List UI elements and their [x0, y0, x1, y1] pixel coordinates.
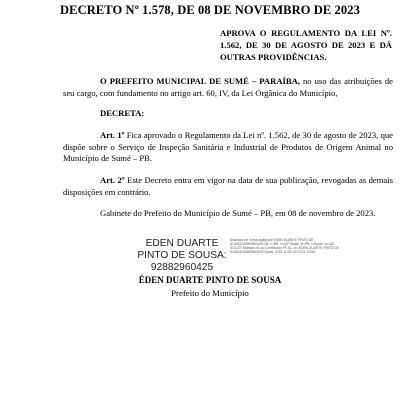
preamble-paragraph [63, 76, 393, 99]
article-1-label: Art. 1º [100, 130, 125, 140]
article-2-text: Este Decreto entra em vigor na data de sua publicação, revogadas as demais disposições em contrário. [63, 175, 393, 197]
digital-signature-details: Assinado de forma digital por EDEN DUARTE PINTO DE SOUSA:92882960425 DN: c=BR, o=ICP-Brasil, st=PB, l=Sumé, ou=AC SOLUTI Multipla v5, ou=Certificado PF A1, cn=EDEN DUARTE PINTO DE SOUSA:92882960425 Dados: 2023.11.08 13:27:03 -03'00' [230, 238, 339, 255]
article-2-label: Art. 2º [100, 175, 125, 185]
article-1 [63, 130, 393, 165]
article-2 [63, 175, 393, 198]
decree-title: DECRETO Nº 1.578, DE 08 DE NOVEMBRO DE 2023 [60, 3, 360, 17]
closing-statement: Gabinete do Prefeito do Município de Sumé – PB, em 08 de novembro de 2023. [100, 208, 376, 218]
signer-role: Prefeito do Município [171, 288, 249, 298]
preamble-text: no uso das atribuições de seu cargo, com fundamento no artigo art. 60, IV, da Lei Orgânica do Município, [63, 76, 393, 98]
signature-name-line-1: EDEN DUARTE [145, 238, 219, 249]
decree-summary: APROVA O REGULAMENTO DA LEI Nº. 1.562, DE 30 DE AGOSTO DE 2023 E DÁ OUTRAS PROVIDÊNCIAS. [220, 28, 392, 62]
signature-id-number: 92882960425 [150, 262, 214, 273]
article-1-text: Fica aprovado o Regulamento da Lei nº. 1.562, de 30 de agosto de 2023, que dispõe sobre o Serviço de Inspeção Sanitária e Industrial de Produtos de Origem Animal no Município de Sumé – PB. [63, 130, 393, 163]
signer-name: ÉDEN DUARTE PINTO DE SOUSA [138, 275, 282, 285]
decreta-heading: DECRETA: [100, 108, 145, 118]
signature-name-line-2: PINTO DE SOUSA: [137, 250, 227, 261]
preamble-author: O PREFEITO MUNICIPAL DE SUMÉ – PARAÍBA, [100, 76, 300, 86]
digital-signature-name [136, 238, 228, 274]
